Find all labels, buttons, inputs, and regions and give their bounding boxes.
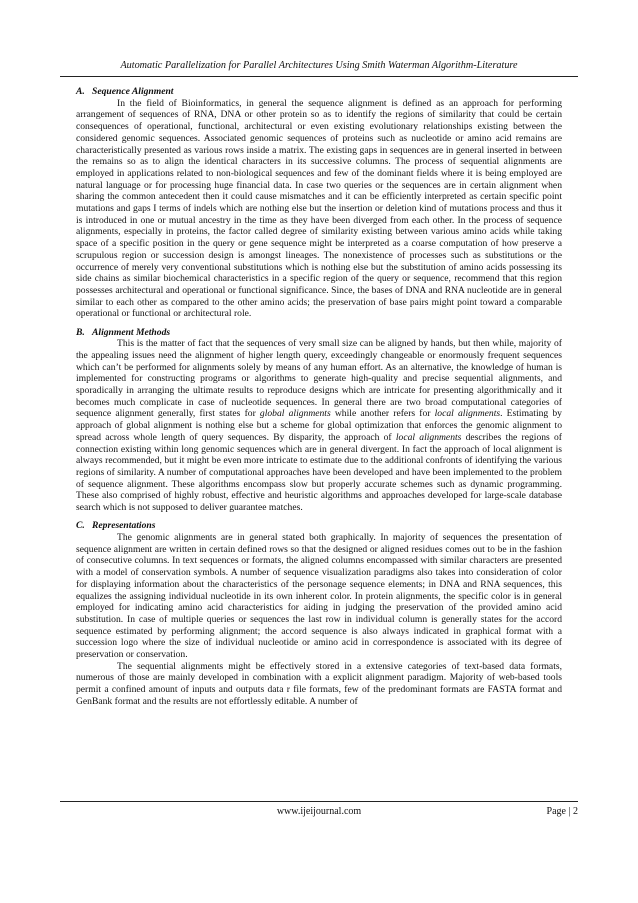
running-header: Automatic Parallelization for Parallel Architectures Using Smith Waterman Algorithm-Literature [120, 60, 518, 71]
emphasized-term: local alignments [395, 431, 462, 443]
paragraph: The genomic alignments are in general stated both graphically. In majority of sequences the presentation of sequence alignment are written in certain defined rows so that the designed or aligned residues comes out to be in the fashion of consecutive columns. In text sequences or formats, the aligned columns encompassed with similar characters are presented with a model of conservation symbols. A number of sequence visualization paradigms also takes into consideration of color for displaying information about the characteristics of the personage sequence elements; in DNA and RNA sequences, this equalizes the assigning individual nucleotide in its own inherent color. In protein alignments, the specific color is in general employed for indicating amino acid characteristics for aiding in judging the preservation of the provided amino acid substitution. In case of multiple queries or sequences the last row in individual column is generally states for the accord sequence estimated by performing alignment; the accord sequence is also always indicated in graphical format with a succession logo where the size of individual nucleotide or amino acid in correspondence is associated with its degree of preservation or conservation. [76, 532, 562, 661]
emphasized-term: local alignments [434, 408, 501, 420]
paragraph: In the field of Bioinformatics, in general the sequence alignment is defined as an approach for performing arrangement of sequences of RNA, DNA or other protein so as to identify the regions of similarity that could be certain consequences of operational, functional, architectural or even existing evolutionary relationships existing between the considered genomic sequences. Associated genomic sequences of proteins such as nucleotide or amino acid remains are characteristically presented as various rows inside a matrix. The existing gaps in sequences are in general inserted in between the remains so as to align the identical characters in its successive columns. The process of sequential alignments are employed in applications related to non-biological sequences and few of the dominant fields where it is being employed are natural language or for processing huge financial data. In case two queries or the sequences are in certain alignment when sharing the common antecedent then it could cause mismatches and it can be efficiently interpreted as certain specific point mutations and gaps I terms of indels which are nothing else but the insertion or deletion kind of mutations process and thus it is introduced in one or mutual ancestry in the time as they have been diverged from each other. In the process of sequence alignments, especially in proteins, the factor called degree of similarity existing between various amino acids while taking space of a specific position in the query or gene sequence might be interpreted as a coarse computation of how preserve a scrupulous region or succession design is amongst lineages. The nonexistence of processes such as substitutions or the occurrence of merely very conventional substitutions which is nothing else but the substitution of amino acids possessing its side chains as similar biochemical characteristics in a specific region of the query or sequence, recommend that this region possesses architectural and operational or functional significance. Since, the bases of DNA and RNA nucleotide are in general similar to each other as compared to the other amino acids; the preservation of base pairs might point toward a comparable operational or functional or architectural role. [76, 97, 562, 320]
document-body [76, 86, 562, 714]
section-number: B. [76, 326, 85, 338]
section-heading [76, 86, 562, 98]
section-title: Representations [92, 520, 156, 532]
page-number: Page | 2 [546, 806, 578, 817]
journal-website: www.ijeijournal.com [276, 806, 362, 817]
emphasized-term: global alignments [259, 408, 331, 420]
paragraph: This is the matter of fact that the sequences of very small size can be aligned by hands, but then while, majority of the appealing issues need the alignment of higher length query, exceedingly changeable or enormously frequent sequences which can’t be performed for alignments solely by means of any human effort. As an alternative, the knowledge of human is implemented for constructing programs or algorithms to generate high-quality and precise sequential alignments, and sporadically in arranging the ultimate results to reproduce designs which are intricate for presenting algorithmically and it becomes much complicate in case of nucleotide sequences. In general there are two broad computational categories of sequence alignment generally, first states for global alignments while another refers for local alignments. Estimating by approach of global alignment is nothing else but a scheme for global optimization that enforces the genomic alignment to spread across whole length of query sequences. By disparity, the approach of local alignments describes the regions of connection existing within long genomic sequences which are in general divergent. In fact the approach of local alignment is always recommended, but it might be even more intricate to estimate due to the additional confronts of identifying the various regions of similarity. A number of computational approaches have been developed and have been implemented to the problem of sequence alignment. These algorithms encompass slow but properly accurate schemes such as dynamic programming. These also comprised of highly robust, effective and heuristic algorithms and approaches developed for large-scale database search which is not supposed to deliver guarantee matches. [76, 338, 562, 514]
paragraph: The sequential alignments might be effectively stored in a extensive categories of text-based data formats, numerous of those are mainly developed in combination with a explicit alignment paradigm. Majority of web-based tools permit a confined amount of inputs and outputs data r file formats, few of the predominant formats are FASTA format and GenBank format and the results are not effortlessly editable. A number of [76, 660, 562, 707]
section-sequence-alignment [76, 86, 562, 320]
section-alignment-methods [76, 327, 562, 514]
section-number: C. [76, 520, 85, 532]
section-number: A. [76, 86, 85, 97]
section-title: Alignment Methods [92, 326, 171, 338]
footer-rule [60, 801, 578, 802]
section-representations [76, 520, 562, 707]
section-title: Sequence Alignment [92, 86, 174, 97]
section-heading [76, 520, 562, 532]
section-heading [76, 327, 562, 339]
header-rule [60, 76, 578, 77]
